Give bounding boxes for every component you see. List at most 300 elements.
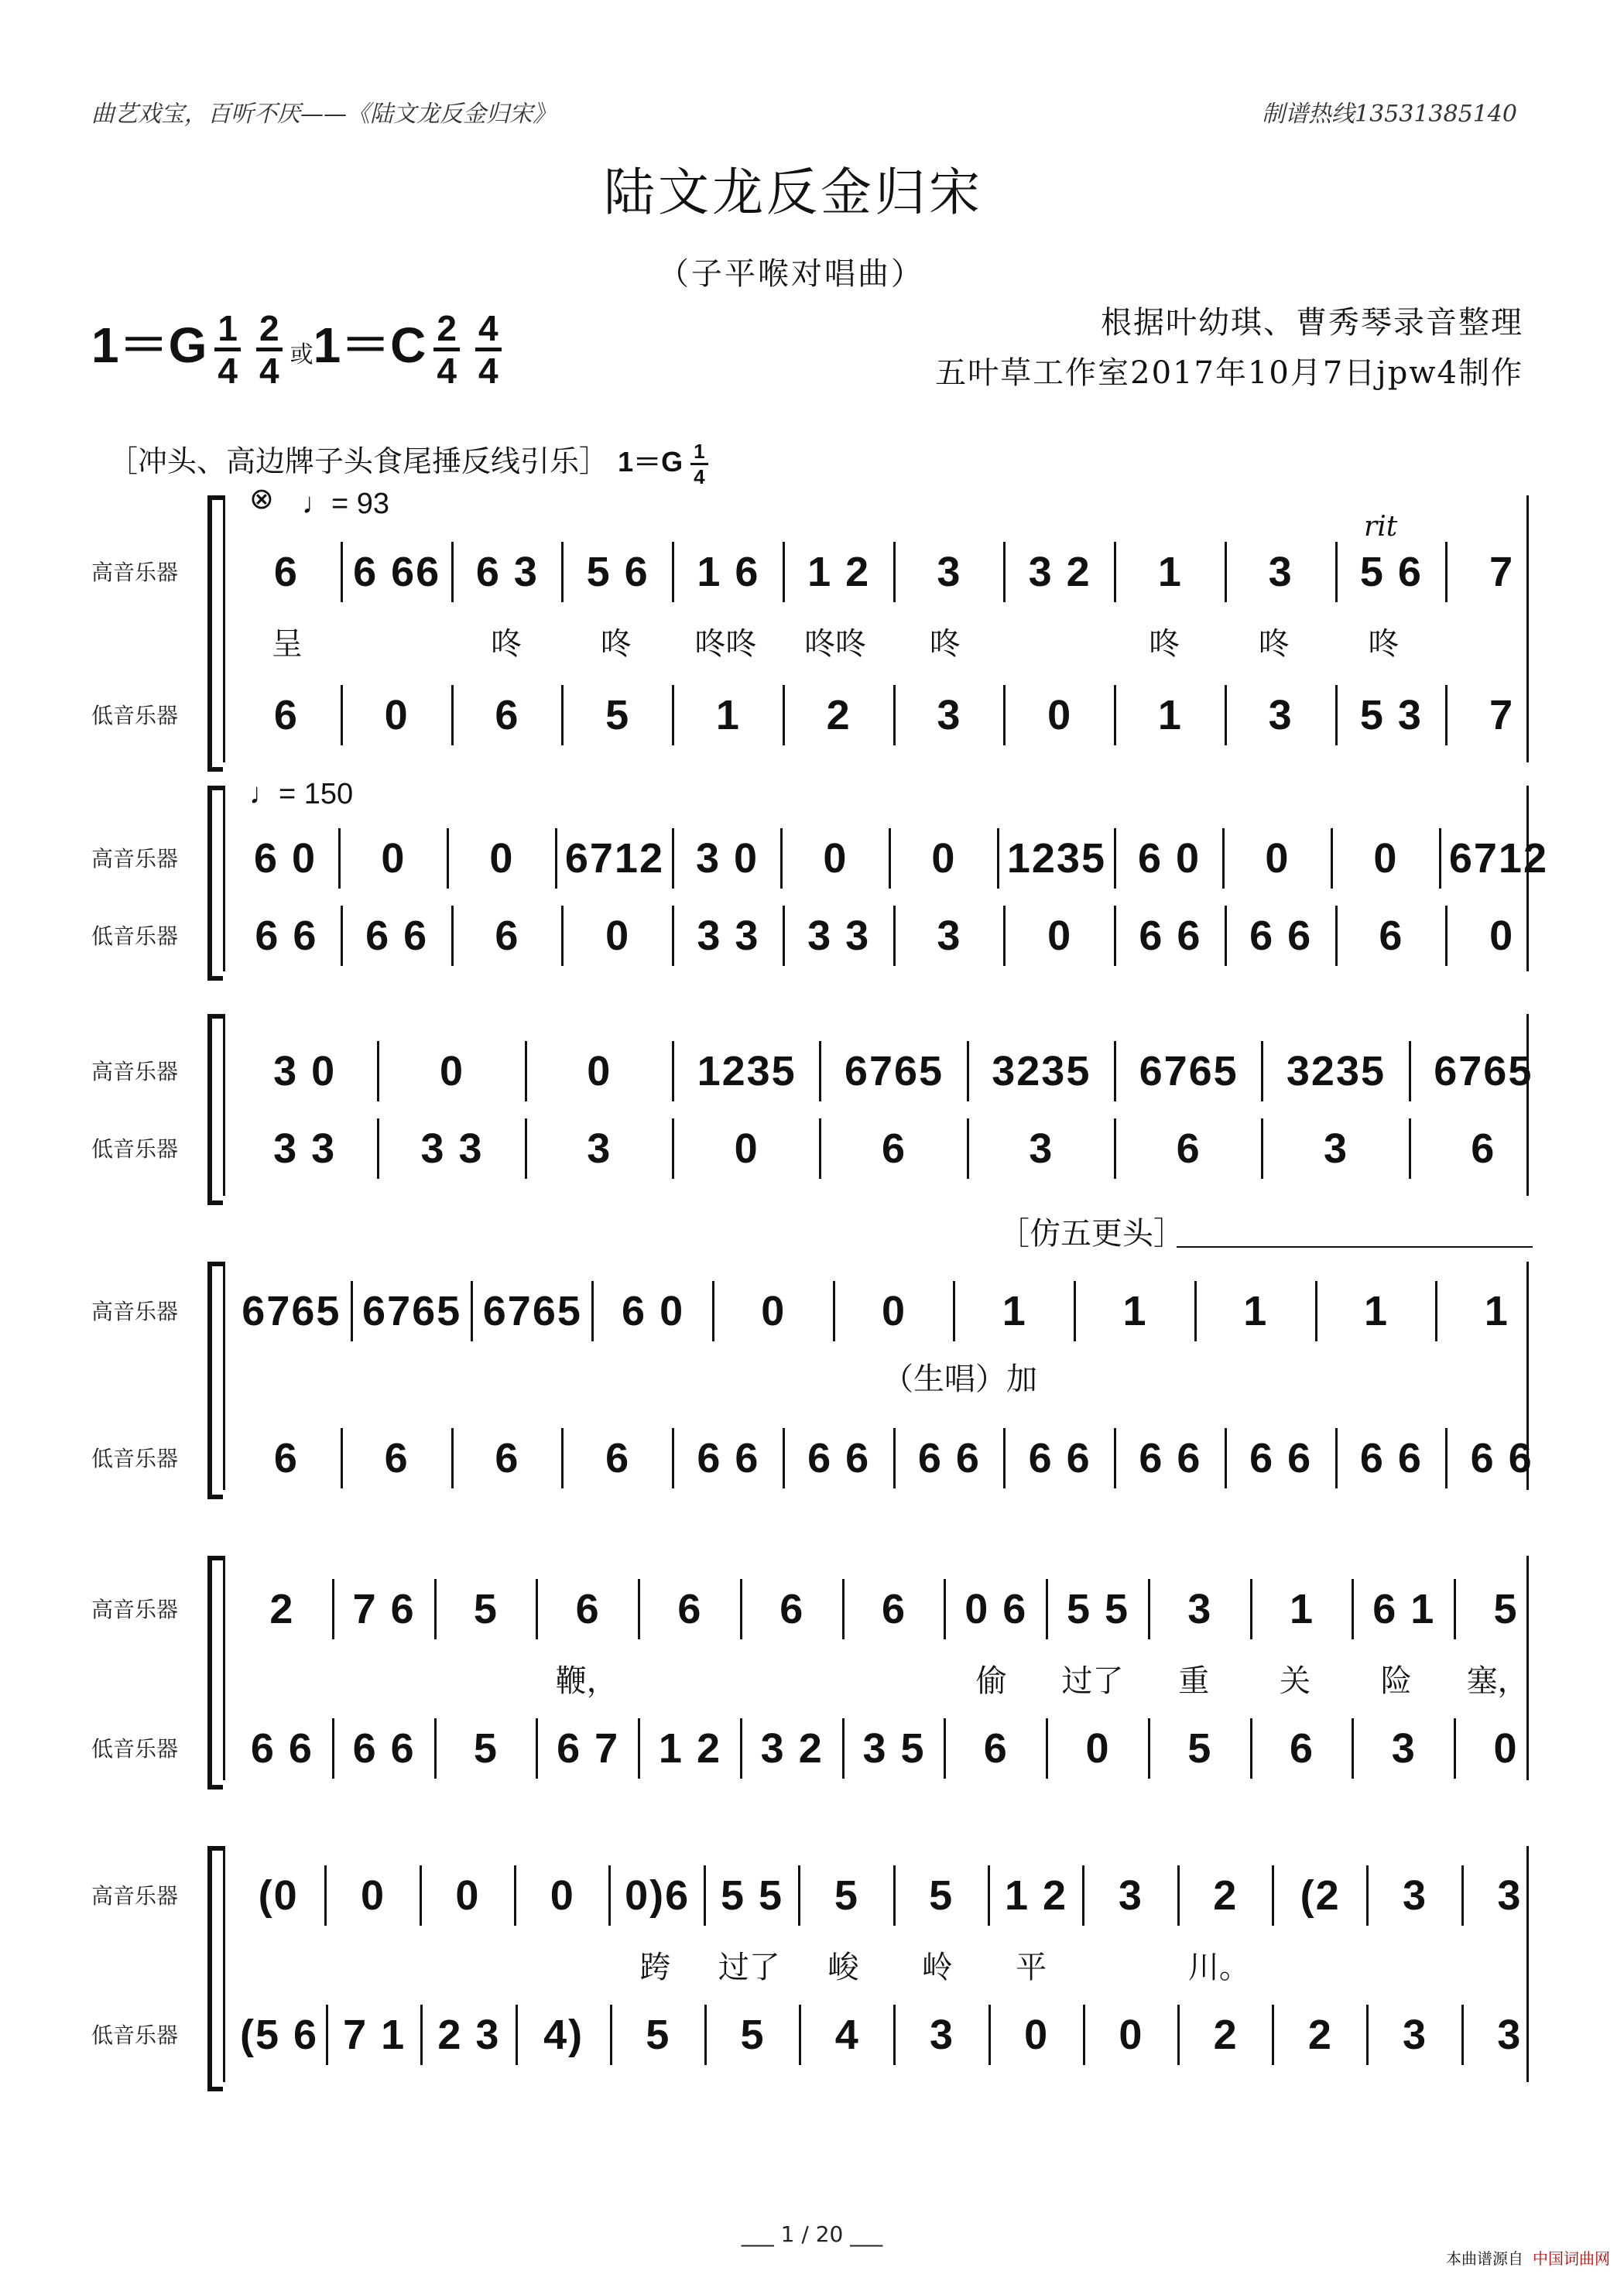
system-bracket-line <box>223 495 225 762</box>
measure-low-8: 6 <box>983 1725 1009 1772</box>
barline <box>332 1579 334 1639</box>
staff-high <box>240 1281 1548 1341</box>
measure-low-1: 6 <box>273 1435 299 1481</box>
instrument-label-high: 高音乐器 <box>91 846 179 872</box>
header-right: 制谱热线13531385140 <box>1262 101 1517 128</box>
measure-high-7: 6 <box>881 1586 906 1632</box>
credit-line1: 根据叶幼琪、曹秀琴录音整理 <box>1101 305 1523 341</box>
system-bracket-line <box>223 1014 225 1196</box>
barline <box>1222 828 1225 889</box>
barline <box>451 542 454 602</box>
barline <box>1194 1281 1197 1341</box>
measure-high-11: 5 6 <box>1359 549 1423 595</box>
measure-high-8: 0 6 <box>964 1586 1028 1632</box>
barline <box>740 1718 742 1779</box>
staff-low <box>240 2005 1548 2065</box>
measure-high-7: 5 <box>834 1872 859 1919</box>
lyric-syllable <box>232 1943 326 1987</box>
barline <box>1435 1281 1437 1341</box>
measure-low-6: 5 <box>740 2012 766 2058</box>
staff-low <box>240 685 1548 745</box>
lyric-syllable: 关 <box>1280 1663 1311 1699</box>
barline <box>1225 542 1227 602</box>
measure-low-9: 6 6 <box>1139 913 1202 959</box>
measure-high-4: 6 <box>575 1586 601 1632</box>
measure-low-2: 6 <box>384 1435 409 1481</box>
measure-low-11: 6 <box>1290 1725 1315 1772</box>
page-subtitle: （子平喉对唱曲） <box>658 256 924 292</box>
lyric-syllable <box>1438 619 1548 663</box>
measure-low-4: 0 <box>734 1125 759 1172</box>
barline <box>1082 1865 1084 1926</box>
barline <box>1114 1118 1116 1179</box>
measure-high-13: 5 <box>1493 1586 1519 1632</box>
instrument-label-low: 低音乐器 <box>91 923 179 949</box>
measure-high-3: 5 <box>473 1586 499 1632</box>
barline <box>514 1865 516 1926</box>
credit-line2: 五叶草工作室2017年10月7日jpw4制作 <box>935 355 1523 391</box>
measure-high-5: 0 <box>761 1288 786 1334</box>
staff-low <box>240 1428 1548 1488</box>
measure-low-6: 3 3 <box>807 913 871 959</box>
time-sig-3: $\frac{2}{4}$ <box>433 310 460 389</box>
barline <box>1003 906 1006 966</box>
staff-high <box>240 1579 1548 1639</box>
measure-low-10: 5 <box>1187 1725 1213 1772</box>
measure-high-1: 6 0 <box>253 835 317 882</box>
measure-high-4: 0 <box>550 1872 575 1919</box>
instrument-label-high: 高音乐器 <box>91 1597 179 1622</box>
barline <box>1225 906 1227 966</box>
lyric-syllable <box>1266 1943 1360 1987</box>
barline <box>377 1041 379 1101</box>
measure-low-4: 6 7 <box>557 1725 620 1772</box>
staff-high <box>240 828 1548 889</box>
instrument-label-low: 低音乐器 <box>91 1446 179 1471</box>
lyric-syllable: 跨 <box>639 1950 671 1985</box>
barline <box>351 1281 353 1341</box>
barline <box>672 542 674 602</box>
measure-high-12: 7 <box>1489 549 1515 595</box>
barline <box>1114 685 1116 745</box>
time-sig-1: $\frac{1}{4}$ <box>214 310 241 389</box>
intro-key: 1＝G $\frac{1}{4}$ <box>618 446 716 478</box>
barline <box>1250 1579 1252 1639</box>
barline <box>341 542 343 602</box>
measure-low-11: 5 3 <box>1359 692 1423 738</box>
lyric-syllable: 过了 <box>718 1950 780 1985</box>
measure-low-12: 3 <box>1391 1725 1417 1772</box>
barline <box>893 1428 896 1488</box>
barline <box>967 1041 969 1101</box>
barline <box>1331 828 1333 889</box>
measure-high-4: 6 0 <box>622 1288 685 1334</box>
measure-high-12: (2 <box>1300 1872 1341 1919</box>
barline <box>451 685 454 745</box>
lyric-syllable: 平 <box>1016 1950 1047 1985</box>
barline <box>420 1865 422 1926</box>
measure-high-6: 3235 <box>992 1048 1091 1094</box>
measure-low-1: 6 6 <box>250 1725 313 1772</box>
measure-low-6: 3 <box>1029 1125 1054 1172</box>
lyric-syllable: 过了 <box>1061 1663 1124 1699</box>
measure-high-11: 1 <box>1290 1586 1315 1632</box>
lyric-syllable <box>738 1656 840 1700</box>
measure-high-12: 6 1 <box>1372 1586 1436 1632</box>
barline <box>610 2005 612 2065</box>
source-site[interactable]: 中国词曲网 <box>1533 2249 1610 2268</box>
lyric-syllable <box>326 1943 420 1987</box>
barline <box>1454 1579 1456 1639</box>
measure-low-6: 6 6 <box>807 1435 871 1481</box>
barline <box>451 1428 454 1488</box>
measure-low-8: 3 <box>1323 1125 1348 1172</box>
barline <box>893 1865 896 1926</box>
measure-high-9: 1 <box>1243 1288 1269 1334</box>
barline <box>1366 1865 1369 1926</box>
barline <box>608 1865 611 1926</box>
barline <box>1315 1281 1317 1341</box>
lyric-note: （生唱）加 <box>882 1361 1037 1397</box>
measure-low-12: 6 6 <box>1470 1435 1533 1481</box>
barline <box>944 1718 946 1779</box>
system-bracket-line <box>223 1556 225 1780</box>
measure-high-2: 0 <box>439 1048 465 1094</box>
lyric-syllable <box>1078 1943 1172 1987</box>
barline <box>1261 1041 1263 1101</box>
measure-high-8: 1235 <box>1006 835 1106 882</box>
measure-high-8: 3235 <box>1286 1048 1386 1094</box>
measure-high-11: 2 <box>1213 1872 1239 1919</box>
measure-high-9: 6 0 <box>1137 835 1201 882</box>
measure-high-7: 6765 <box>1139 1048 1239 1094</box>
instrument-label-low: 低音乐器 <box>91 2022 179 2048</box>
measure-low-8: 0 <box>1047 692 1073 738</box>
barline <box>672 828 674 889</box>
lyric-syllable: 咚 <box>1258 626 1290 662</box>
measure-low-4: 6 <box>605 1435 631 1481</box>
barline <box>447 828 449 889</box>
measure-high-1: 3 0 <box>273 1048 337 1094</box>
barline <box>893 2005 896 2065</box>
barline <box>561 542 564 602</box>
barline <box>326 2005 328 2065</box>
barline <box>1352 1579 1354 1639</box>
measure-low-11: 6 <box>1379 913 1404 959</box>
instrument-label-high: 高音乐器 <box>91 1299 179 1324</box>
barline <box>451 906 454 966</box>
measure-low-9: 6 <box>1471 1125 1496 1172</box>
barline <box>988 1865 990 1926</box>
measure-high-5: 6 <box>677 1586 703 1632</box>
staff-low <box>240 906 1548 966</box>
barline <box>1461 2005 1464 2065</box>
measure-high-6: 1 2 <box>807 549 871 595</box>
measure-low-5: 3 3 <box>697 913 760 959</box>
measure-low-6: 3 2 <box>760 1725 824 1772</box>
barline <box>1461 1865 1464 1926</box>
lyric-syllable: 呈 <box>271 626 303 662</box>
barline <box>434 1718 437 1779</box>
lyric-syllable <box>514 1943 608 1987</box>
measure-low-7: 4 <box>834 2012 860 2058</box>
staff-high <box>240 1041 1548 1101</box>
measure-low-12: 2 <box>1307 2012 1333 2058</box>
measure-low-13: 0 <box>1493 1725 1519 1772</box>
instrument-label-low: 低音乐器 <box>91 1736 179 1762</box>
measure-high-5: 6765 <box>844 1048 944 1094</box>
barline <box>967 1118 969 1179</box>
barline <box>525 1118 527 1179</box>
measure-high-8: 5 <box>929 1872 954 1919</box>
barline <box>516 2005 518 2065</box>
measure-low-8: 3 <box>929 2012 954 2058</box>
measure-high-10: 1 <box>1363 1288 1389 1334</box>
barline <box>712 1281 714 1341</box>
measure-low-2: 0 <box>384 692 409 738</box>
tempo-mark: ♩= 150 <box>249 778 354 810</box>
section-extension-line <box>1177 1246 1533 1248</box>
measure-high-6: 0 <box>823 835 848 882</box>
lyric-syllable: 塞， <box>1466 1663 1529 1699</box>
measure-low-10: 0 <box>1119 2012 1144 2058</box>
system-bracket-line <box>223 786 225 971</box>
barline <box>471 1281 473 1341</box>
measure-low-5: 1 <box>715 692 741 738</box>
barline <box>672 1428 674 1488</box>
barline <box>1114 542 1116 602</box>
measure-high-8: 3 2 <box>1028 549 1091 595</box>
staff-low <box>240 1118 1548 1179</box>
barline <box>1335 542 1338 602</box>
barline <box>1148 1579 1150 1639</box>
barline <box>561 1428 564 1488</box>
lyric-syllable: 鞭， <box>555 1663 618 1699</box>
lyrics-row <box>232 1943 1548 1987</box>
barline <box>555 828 557 889</box>
barline <box>889 828 891 889</box>
measure-high-9: 6765 <box>1434 1048 1533 1094</box>
ritardando-mark: rit <box>1364 511 1398 543</box>
barline <box>1225 685 1227 745</box>
barline <box>1409 1118 1411 1179</box>
measure-high-8: 1 <box>1122 1288 1148 1334</box>
barline <box>1003 542 1006 602</box>
lyric-syllable: 咚咚 <box>804 626 867 662</box>
lyrics-row <box>232 1656 1548 1700</box>
measure-low-4: 4) <box>543 2012 584 2058</box>
barline <box>1225 1428 1227 1488</box>
lyric-syllable: 咚 <box>929 626 961 662</box>
tempo-mark: ♩= 93 <box>302 488 390 520</box>
barline <box>420 2005 423 2065</box>
measure-low-7: 3 <box>937 692 962 738</box>
measure-high-5: 3 0 <box>695 835 759 882</box>
measure-high-13: 3 <box>1402 1872 1428 1919</box>
barline <box>783 906 785 966</box>
barline <box>704 1865 706 1926</box>
source-label: 本曲谱源自 <box>1446 2249 1523 2268</box>
barline <box>893 906 896 966</box>
lyric-syllable: 偷 <box>975 1663 1007 1699</box>
measure-low-5: 5 <box>646 2012 671 2058</box>
measure-low-8: 6 6 <box>1028 1435 1091 1481</box>
time-sig-4: $\frac{4}{4}$ <box>475 310 502 389</box>
measure-high-2: 6765 <box>362 1288 462 1334</box>
barline <box>833 1281 835 1341</box>
barline <box>1114 1041 1116 1101</box>
system-brace <box>207 495 223 772</box>
barline <box>1003 685 1006 745</box>
lyric-syllable <box>1360 1943 1454 1987</box>
measure-high-7: 1 <box>1002 1288 1027 1334</box>
key-signature <box>91 306 509 389</box>
barline <box>842 1579 845 1639</box>
measure-high-9: 5 5 <box>1066 1586 1130 1632</box>
measure-low-13: 3 <box>1403 2012 1428 2058</box>
barline <box>434 1579 437 1639</box>
lyric-syllable <box>420 1943 514 1987</box>
measure-low-9: 1 <box>1157 692 1183 738</box>
barline <box>1148 1718 1150 1779</box>
system-brace <box>207 786 223 981</box>
barline <box>988 2005 991 2065</box>
lyric-syllable: 咚咚 <box>694 626 757 662</box>
measure-high-1: 6 <box>273 549 299 595</box>
measure-low-9: 0 <box>1024 2012 1050 2058</box>
system-bracket-line <box>223 1846 225 2082</box>
measure-high-12: 6712 <box>1448 835 1548 882</box>
measure-high-4: 1235 <box>697 1048 797 1094</box>
measure-low-3: 5 <box>473 1725 499 1772</box>
measure-low-7: 3 <box>937 913 962 959</box>
measure-low-2: 7 1 <box>343 2012 406 2058</box>
measure-low-11: 2 <box>1213 2012 1239 2058</box>
measure-low-4: 5 <box>605 692 631 738</box>
measure-low-8: 0 <box>1047 913 1073 959</box>
barline <box>1261 1118 1263 1179</box>
measure-high-1: 6765 <box>242 1288 341 1334</box>
segno-sign: ⊗ <box>249 483 274 515</box>
measure-low-4: 0 <box>605 913 631 959</box>
key-or: 或 <box>290 342 313 368</box>
measure-low-1: 6 6 <box>255 913 318 959</box>
instrument-label-low: 低音乐器 <box>91 1136 179 1162</box>
measure-high-10: 3 <box>1187 1586 1213 1632</box>
system-brace <box>207 1014 223 1205</box>
measure-high-7: 0 <box>931 835 957 882</box>
measure-high-3: 0 <box>455 1872 481 1919</box>
measure-high-4: 6712 <box>564 835 664 882</box>
measure-high-14: 3 <box>1497 1872 1523 1919</box>
barline <box>672 685 674 745</box>
measure-low-3: 6 <box>495 1435 520 1481</box>
barline <box>819 1118 821 1179</box>
barline <box>536 1718 538 1779</box>
measure-low-5: 1 2 <box>658 1725 721 1772</box>
barline <box>338 828 341 889</box>
lyrics-row <box>232 619 1548 663</box>
barline <box>525 1041 527 1101</box>
barline <box>1445 542 1448 602</box>
page-number: ___ 1 / 20 ___ <box>741 2221 883 2247</box>
lyric-syllable <box>1454 1943 1547 1987</box>
header-left: 曲艺戏宝，百听不厌——《陆文龙反金归宋》 <box>91 101 556 128</box>
page-title: 陆文龙反金归宋 <box>604 163 983 222</box>
measure-high-10: 3 <box>1268 549 1293 595</box>
lyric-syllable <box>637 1656 738 1700</box>
barline <box>1454 1718 1456 1779</box>
barline <box>1114 1428 1116 1488</box>
measure-high-3: 6 3 <box>475 549 539 595</box>
lyric-syllable: 咚 <box>600 626 632 662</box>
measure-high-11: 1 <box>1484 1288 1509 1334</box>
barline <box>672 1041 674 1101</box>
barline <box>672 906 674 966</box>
measure-high-5: 0)6 <box>625 1872 690 1919</box>
barline <box>1335 685 1338 745</box>
barline <box>1445 1428 1448 1488</box>
barline <box>819 1041 821 1101</box>
barline <box>1272 1865 1274 1926</box>
barline <box>1074 1281 1076 1341</box>
key-second: 1＝C <box>313 317 427 373</box>
barline <box>377 1118 379 1179</box>
barline <box>1083 2005 1085 2065</box>
barline <box>1046 1718 1048 1779</box>
measure-low-2: 6 6 <box>352 1725 416 1772</box>
time-sig-2: $\frac{2}{4}$ <box>256 310 283 389</box>
instrument-label-high: 高音乐器 <box>91 560 179 585</box>
barline <box>1445 906 1448 966</box>
key-first: 1＝G <box>91 317 207 373</box>
barline <box>536 1579 538 1639</box>
measure-low-9: 0 <box>1085 1725 1111 1772</box>
barline <box>1352 1718 1354 1779</box>
lyric-syllable: 咚 <box>491 626 522 662</box>
lyric-syllable: 重 <box>1178 1663 1210 1699</box>
barline <box>324 1865 327 1926</box>
measure-low-7: 3 5 <box>862 1725 926 1772</box>
barline <box>783 1428 785 1488</box>
barline <box>1114 906 1116 966</box>
measure-high-6: 6 <box>779 1586 805 1632</box>
barline <box>341 1428 343 1488</box>
measure-low-7: 6 6 <box>917 1435 981 1481</box>
measure-low-11: 6 6 <box>1359 1435 1423 1481</box>
barline <box>1335 906 1338 966</box>
lyric-syllable <box>1000 619 1110 663</box>
measure-low-7: 6 <box>1176 1125 1201 1172</box>
barline <box>1177 1865 1180 1926</box>
system-brace <box>207 1262 223 1499</box>
barline <box>842 1718 845 1779</box>
lyric-syllable: 岭 <box>921 1950 953 1985</box>
measure-high-2: 6 66 <box>353 549 441 595</box>
measure-high-1: 2 <box>269 1586 295 1632</box>
barline <box>798 1865 800 1926</box>
barline <box>1366 2005 1369 2065</box>
measure-high-2: 0 <box>361 1872 386 1919</box>
instrument-label-high: 高音乐器 <box>91 1059 179 1084</box>
staff-high <box>240 542 1548 602</box>
barline <box>638 1718 640 1779</box>
barline <box>1177 2005 1180 2065</box>
barline <box>561 685 564 745</box>
lyric-syllable: 咚 <box>1149 626 1180 662</box>
measure-high-1: (0 <box>258 1872 299 1919</box>
barline <box>1445 685 1448 745</box>
